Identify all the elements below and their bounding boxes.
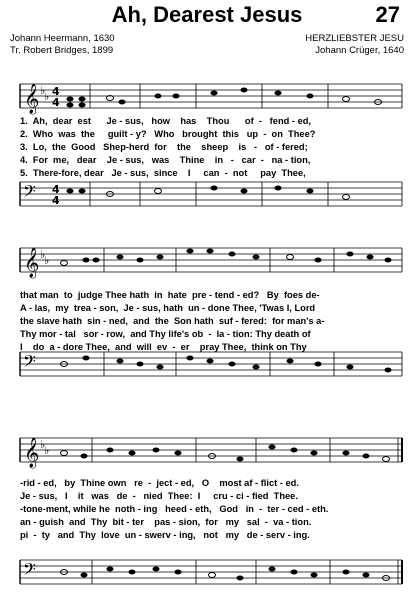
credits-right — [305, 33, 404, 57]
composer-credit: Johann Crüger, 1640 — [315, 45, 404, 56]
lyric-line: 4. For me, dear Je - sus, was Thine in - car - na - tion, — [20, 155, 311, 165]
treble-clef-icon: 𝄞 — [24, 84, 40, 114]
lyric-line: -rid - ed, by Thine own re - ject - ed, O most af - flict - ed. — [20, 478, 299, 488]
lyric-line: pi - ty and Thy love un - swerv - ing, not my de - serv - ing. — [20, 530, 310, 540]
lyric-line: I do a - dore Thee, and will ev - er pray Thee, think on Thy — [20, 342, 307, 352]
system-3-lyrics — [20, 478, 402, 540]
flat-icon: ♭ — [44, 254, 50, 267]
flat-icon: ♭ — [44, 444, 50, 457]
svg-text:4: 4 — [52, 194, 60, 207]
translator-credit: Tr. Robert Bridges, 1899 — [10, 45, 114, 56]
system-2-bass-staff — [0, 348, 414, 388]
lyric-line: 5. There-fore, dear Je - sus, since I can - not pay Thee, — [20, 168, 306, 178]
svg-text:4: 4 — [52, 183, 60, 196]
lyric-line: A - las, my trea - son, Je - sus, hath un - done Thee, 'Twas I, Lord — [20, 303, 316, 313]
tune-name: HERZLIEBSTER JESU — [305, 33, 404, 44]
flat-icon: ♭ — [40, 84, 46, 97]
svg-text:4: 4 — [52, 85, 60, 98]
author-credit: Johann Heermann, 1630 — [10, 33, 115, 44]
bass-clef-icon: 𝄢 — [23, 351, 36, 375]
lyric-line: Je - sus, I it was de - nied Thee: I cru - ci - fied Thee. — [20, 491, 298, 501]
hymn-title: Ah, Dearest Jesus — [111, 2, 303, 27]
treble-clef-icon: 𝄞 — [24, 248, 40, 278]
bass-clef-icon: 𝄢 — [23, 559, 36, 583]
flat-icon: ♭ — [40, 248, 46, 261]
credits-left — [10, 33, 115, 57]
lyric-line: 1. Ah, dear est Je - sus, how has Thou of - fend - ed, — [20, 116, 311, 126]
lyric-line: 3. Lo, the Good Shep-herd for the sheep is - of - fered; — [20, 142, 308, 152]
system-3-treble-staff — [0, 430, 414, 478]
bass-clef-icon: 𝄢 — [23, 181, 36, 205]
system-2-lyrics — [20, 290, 402, 352]
flat-icon: ♭ — [40, 438, 46, 451]
flat-icon: ♭ — [44, 90, 50, 103]
lyric-line: the slave hath sin - ned, and the Son hath suf - fered: for man's a- — [20, 316, 325, 326]
hymn-number: 27 — [375, 2, 400, 27]
lyric-line: -tone-ment, while he noth - ing heed - eth, God in - ter - ced - eth. — [20, 504, 329, 514]
svg-text:4: 4 — [52, 96, 60, 109]
system-1-bass-staff — [0, 178, 414, 218]
system-3-bass-staff — [0, 556, 414, 596]
lyric-line: an - guish and Thy bit - ter pas - sion, for my sal - va - tion. — [20, 517, 312, 527]
treble-clef-icon: 𝄞 — [24, 438, 40, 468]
lyric-line: that man to judge Thee hath in hate pre - tend - ed? By foes de- — [20, 290, 320, 300]
system-2-treble-staff — [0, 240, 414, 288]
system-1-lyrics — [20, 116, 402, 178]
lyric-line: Thy mor - tal sor - row, and Thy life's ob - la - tion: Thy death of — [20, 329, 311, 339]
lyric-line: 2. Who was the guilt - y? Who brought this up - on Thee? — [20, 129, 316, 139]
